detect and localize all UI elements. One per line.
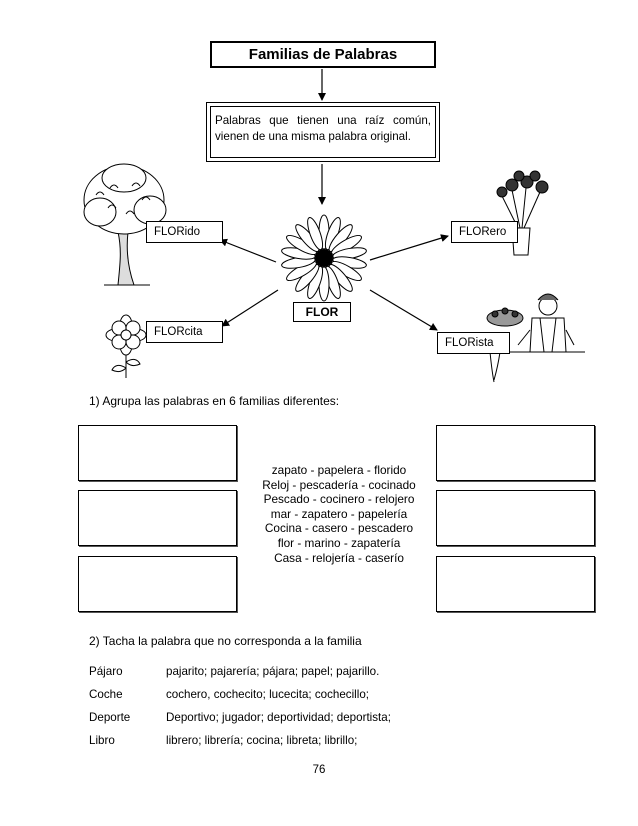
family-words[interactable]: librero; librería; cocina; libreta; librillo; — [166, 734, 358, 747]
exercise2-row — [0, 665, 638, 681]
family-words[interactable]: pajarito; pajarería; pájara; papel; pajarillo. — [166, 665, 380, 678]
word-list-line: mar - zapatero - papelería — [270, 506, 408, 521]
exercise1-instruction: 1) Agrupa las palabras en 6 familias diferentes: — [89, 394, 340, 408]
family-words[interactable]: Deportivo; jugador; deportividad; deportista; — [166, 711, 391, 724]
connector-arrow — [220, 240, 276, 262]
family-label: Pájaro — [89, 665, 123, 678]
exercise2-row — [0, 711, 638, 727]
root-word: FLOR — [293, 302, 351, 322]
derived-word-florcita: FLORcita — [146, 321, 223, 343]
connector-arrow — [370, 290, 437, 330]
answer-box[interactable] — [78, 490, 237, 546]
connector-arrow — [370, 236, 448, 260]
answer-box[interactable] — [78, 425, 237, 481]
exercise2-row — [0, 734, 638, 750]
answer-box[interactable] — [78, 556, 237, 612]
exercise2-row — [0, 688, 638, 704]
answer-box[interactable] — [436, 556, 595, 612]
word-list-line: Casa - relojería - caserío — [274, 550, 404, 565]
exercise2-instruction: 2) Tacha la palabra que no corresponda a la familia — [89, 634, 362, 648]
derived-word-florido: FLORido — [146, 221, 223, 243]
word-list-line: zapato - papelera - florido — [271, 463, 407, 477]
family-words[interactable]: cochero, cochecito; lucecita; cochecillo; — [166, 688, 369, 701]
word-list — [244, 463, 434, 565]
family-label: Deporte — [89, 711, 131, 724]
word-list-line: Reloj - pescadería - cocinado — [262, 477, 416, 492]
word-list-line: Pescado - cocinero - relojero — [263, 492, 415, 507]
answer-box[interactable] — [436, 490, 595, 546]
daisy-icon — [281, 215, 367, 301]
word-list-line: flor - marino - zapatería — [277, 535, 401, 550]
connector-arrow — [222, 290, 278, 326]
page-title: Familias de Palabras — [210, 41, 436, 68]
family-label: Libro — [89, 734, 115, 747]
small-flower-icon — [106, 315, 146, 378]
definition-text: Palabras que tienen una raíz común, vienen de una misma palabra original. — [210, 106, 436, 158]
family-label: Coche — [89, 688, 123, 701]
derived-word-florista: FLORista — [437, 332, 510, 354]
diagram-graphics — [0, 0, 638, 400]
page-number: 76 — [312, 764, 326, 776]
answer-box[interactable] — [436, 425, 595, 481]
word-list-line: Cocina - casero - pescadero — [264, 521, 414, 536]
derived-word-florero: FLORero — [451, 221, 518, 243]
